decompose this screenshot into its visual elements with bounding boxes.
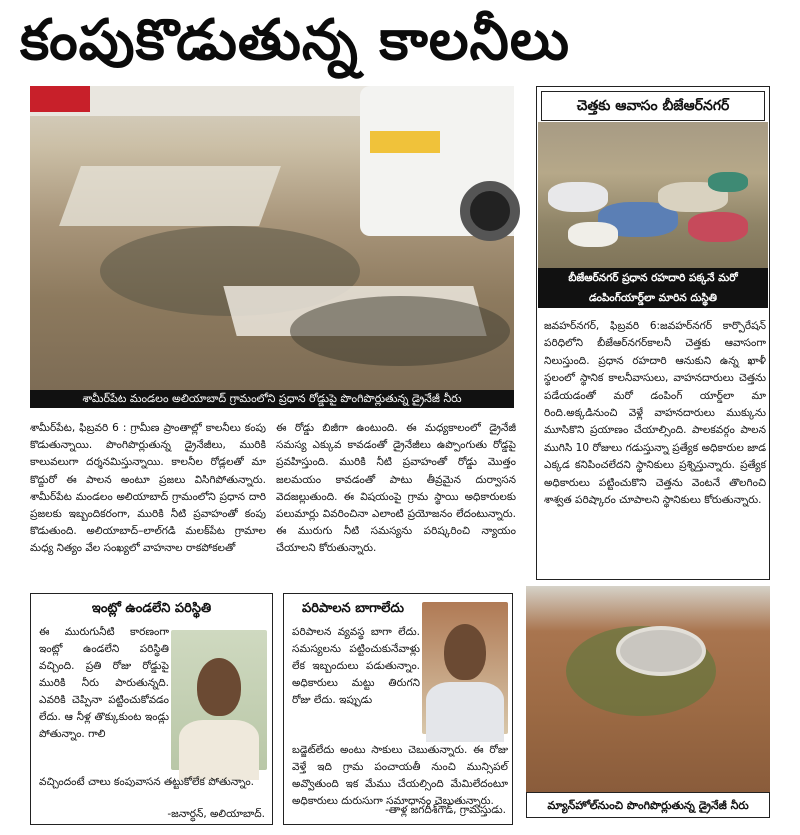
quote-box-janardhan <box>30 593 273 825</box>
quote-1-title: ఇంట్లో ఉండలేని పరిస్థితి <box>91 601 212 616</box>
quote-2-text: పరిపాలన వ్యవస్థ బాగా లేదు. సమస్యలను పట్టించుకునేవాళ్లు లేక ఇబ్బందులు పడుతున్నాం. అధికారులు మట్టు తిరుగని రోజు లేదు. ఇప్పుడు <box>292 626 420 706</box>
side-story-text: జవహర్‌నగర్, ఫిబ్రవరి 6:జవహర్‌నగర్ కార్పొరేషన్ పరిధిలోని బీజేఆర్‌నగర్‌కాలనీ చెత్తకు ఆవాసంగా నిలుస్తుంది. ప్రధాన రహదారి ఆనుకుని ఉన్న ఖాళీ స్థలంలో స్థానిక కాలనీవాసులు, వాహనదారులు చెత్తను పడేయడంతో మరో డంపింగ్ యార్డ్‌లా మా రింది.అక్కడినుంచి వెళ్లే వాహనదారులు ముక్కును మూసికొని ప్రయాణం చేయాల్సింది. పాలకవర్గం పాలన ముగిసి 10 రోజులు గడుస్తున్నా ప్రత్యేక అధికారుల జాడ ఎక్కడ కనిపించలేదని స్థానికులు ప్రశ్నిస్తున్నారు. ప్రత్యేక అధికారులు పట్టించుకొని చెత్తను వెంటనే తొలగించి శాశ్వత పరిష్కారం చూపాలని స్థానికులు కోరుతున్నారు. <box>544 320 766 507</box>
manhole-photo <box>526 586 770 792</box>
garbage-photo-caption: బీజేఆర్‌నగర్ ప్రధాన రహదారి పక్కనే మరో డంపింగ్‌యార్డ్‌లా మారిన దుస్థితి <box>538 268 768 308</box>
garbage-photo <box>538 122 768 268</box>
quote-1-text: ఈ మురుగునీటి కారణంగా ఇంట్లో ఉండలేని పరిస్థితి వచ్చింది. ప్రతి రోజు రోడ్డుపై మురికి నీరు పారుతున్నది. ఎవరికి చెప్పినా పట్టించుకోవడం లేదు. ఆ నీళ్ల తొక్కుకుంట ఇండ్లు పోతున్నాం. గాలి <box>39 626 169 740</box>
quote-box-jagadish <box>283 593 513 825</box>
article-column-2: ఈ రోడ్డు బిజీగా ఉంటుంది. ఈ మధ్యకాలంలో డ్రైనేజీ సమస్య ఎక్కువ కావడంతో డ్రైనేజీలు ఉప్పొంగుతు రోడ్డపై ప్రవహిస్తుంది. మురికి నీటి ప్రవాహంతో రోడ్డు మొత్తం జలమయం కావడంతో పాటు తీవ్రమైన దుర్వాసన వెదజల్లుతుంది. ఈ విషయంపై గ్రామ స్థాయి అధికారులకు పలుమార్లు వివరించినా ఎలాంటి ప్రయోజనం లేదంటున్నారు. ఈ మురుగు నీటి సమస్యను పరిష్కరించి న్యాయం చేయాలని కోరుతున్నారు. <box>276 422 516 555</box>
portrait-janardhan <box>171 630 267 770</box>
quote-2-text-continued: బడ్జెట్‌లేదు అంటు సాకులు చెబుతున్నారు. ఈ రోజు వెళ్తే ఇది గ్రామ పంచాయతీ నుంచి మున్సిపల్ అవ్వొతుంది ఇక మేము చేయల్సింది మేమిలేదంటూ అధికారులు దురుసుగా సమాధానం చెబుతున్నారు. <box>292 744 508 807</box>
article-column-1: శామీర్‌పేట, ఫిబ్రవరి 6 : గ్రామీణ ప్రాంతాల్లో కాలనీలు కంపు కొడుతున్నాయి. పొంగిపొర్లుతున్న డ్రైనేజీలు, మురికి కాలువలుగా దర్శనమిస్తున్నాయి. కాలనీల రోడ్లలతో మా కొద్దురో ఈ పాలన అంటూ ప్రజలు విసిగిపోతున్నారు. శామీర్‌పేట మండలం అలియాబాద్ గ్రామంలోని ప్రధాన దారి ప్రజలకు ఇబ్బందికరంగా, మురికి నీటి ప్రవాహంతో కంపు కొడుతుంది. అలియాబాద్–లాల్‌గడి మలక్‌పేట గ్రామాల మధ్య నిత్యం వేల సంఖ్యలో వాహనాల రాకపోకలతో <box>30 422 266 555</box>
manhole-photo-caption: మ్యాన్‌హోల్‌నుంచి పొంగిపొర్లుతున్న డ్రైనేజీ నీరు <box>526 792 770 818</box>
headline: కంపుకొడుతున్న కాలనీలు <box>20 8 570 73</box>
quote-1-signature: -జనార్ధన్, అలియాబాద్. <box>167 808 265 820</box>
side-story-title: చెత్తకు ఆవాసం బీజేఆర్‌నగర్ <box>541 91 765 121</box>
main-road-photo <box>30 86 514 390</box>
quote-1-text-continued: వచ్చిందంటే చాలు కంపువాసన తట్టుకోలేక పోతున్నాం. <box>39 776 255 788</box>
quote-2-signature: -తాళ్ల జగదీశ్‌గౌడ్, గ్రామస్తుడు. <box>385 804 506 816</box>
quote-2-title: పరిపాలన బాగాలేదు <box>301 601 405 616</box>
main-photo-caption: శామీర్‌పేట మండలం అలియాబాద్ గ్రామంలోని ప్రధాన రోడ్డుపై పొంగిపొర్లుతున్న డ్రైనేజీ నీరు <box>30 390 514 408</box>
portrait-jagadish <box>422 602 508 734</box>
